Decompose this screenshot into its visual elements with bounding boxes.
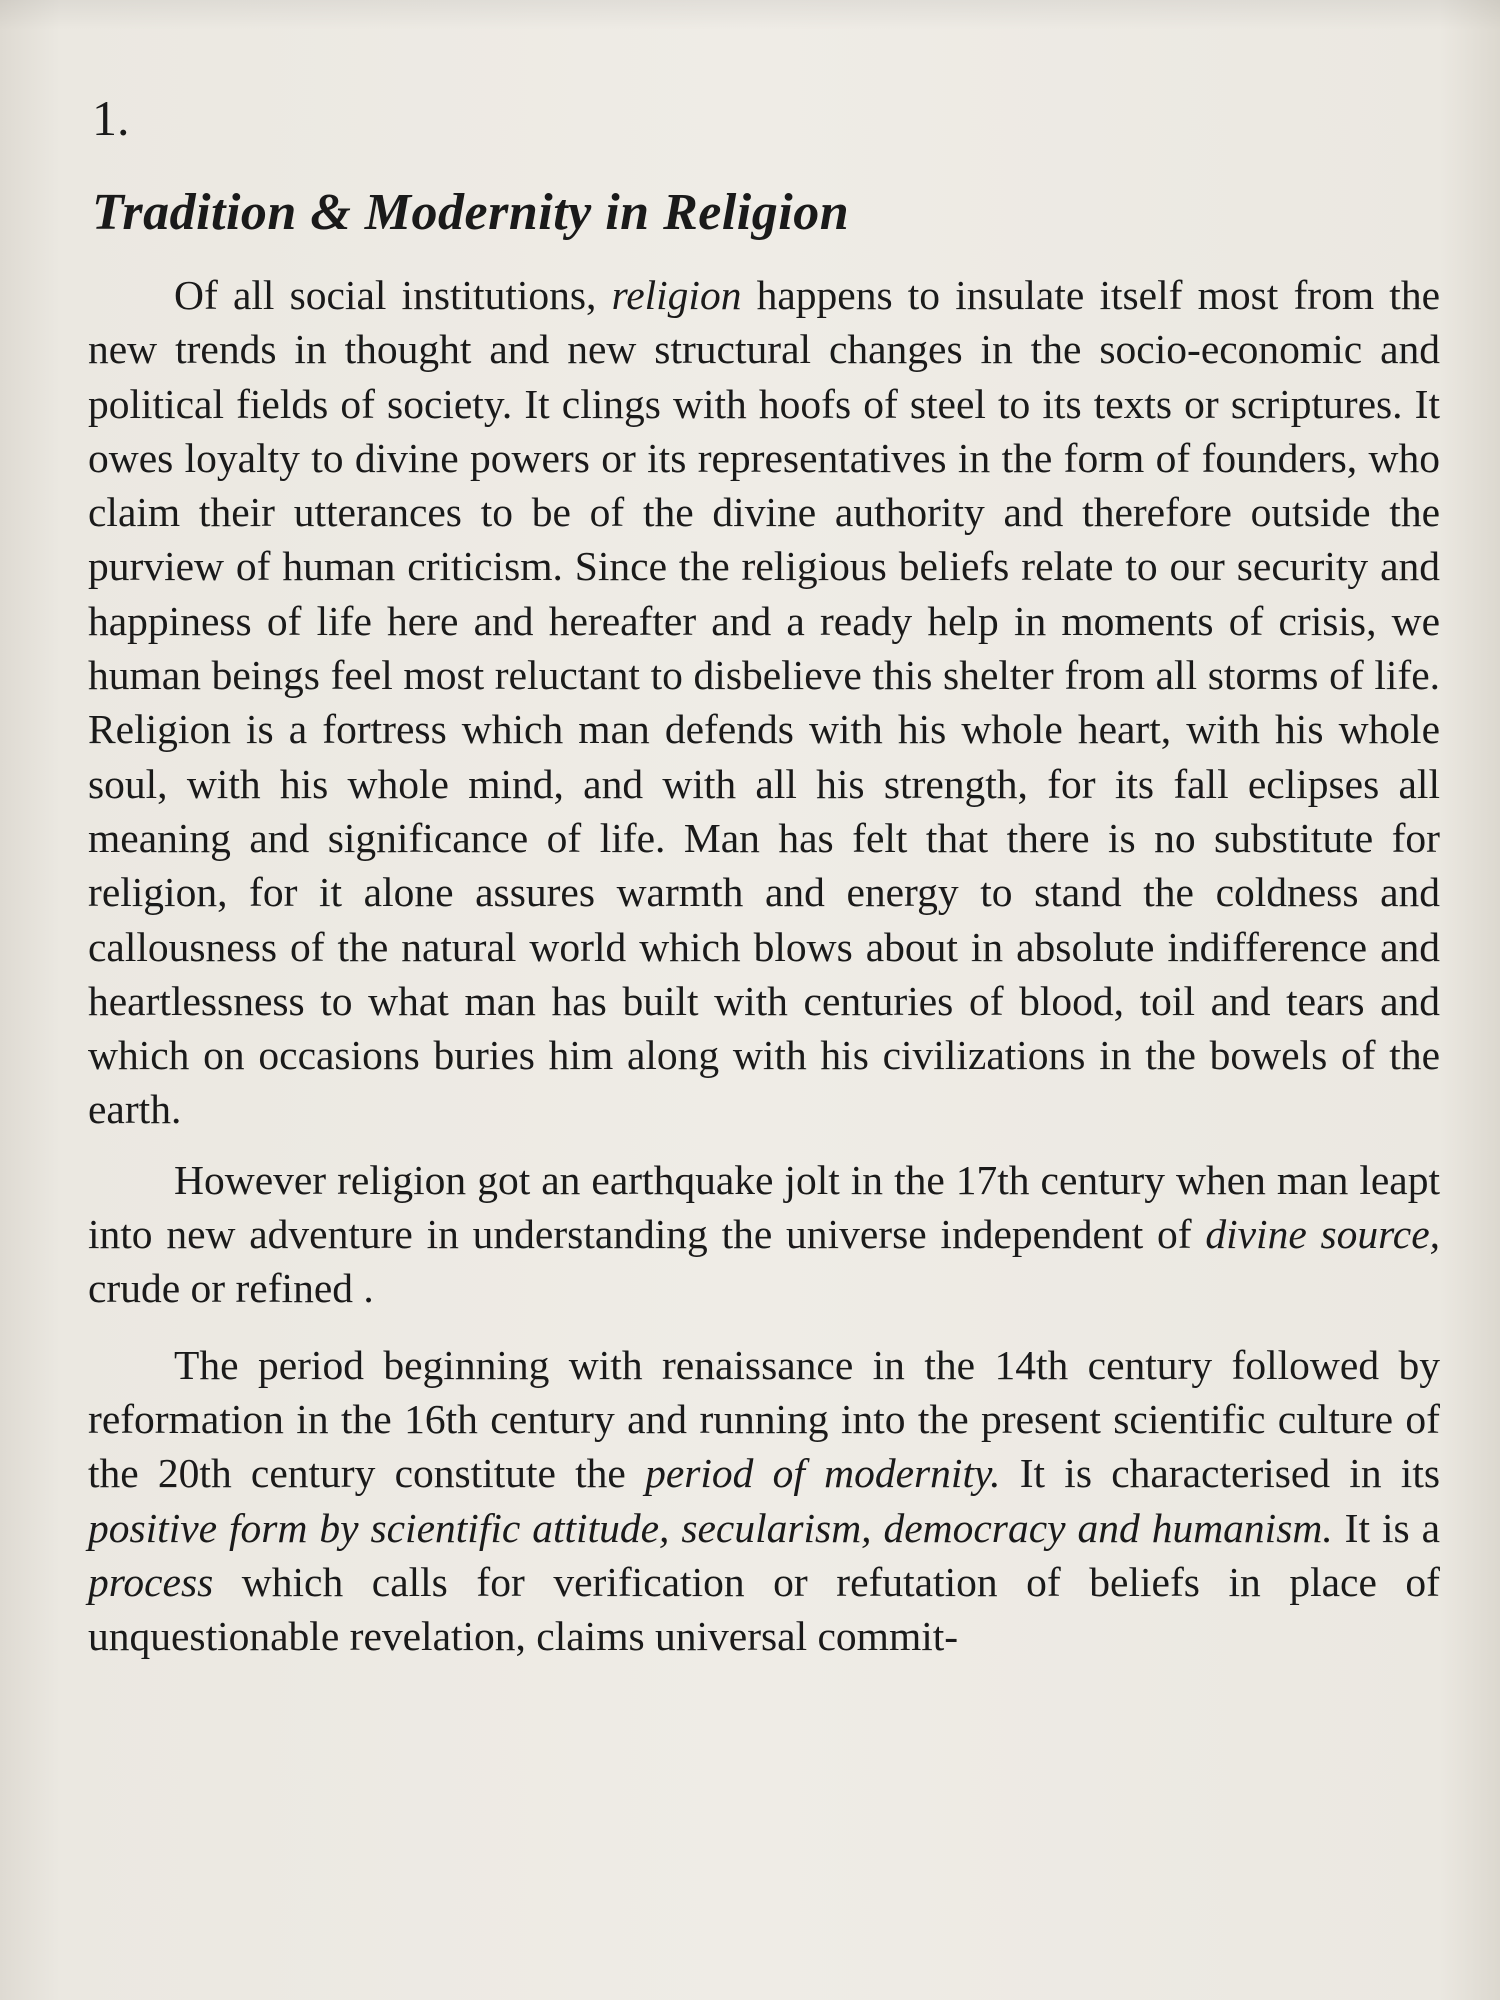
italic-text-run: divine source, [1205, 1211, 1441, 1258]
paragraph-1 [88, 268, 1440, 1137]
text-run: Of all social institutions, [174, 272, 612, 318]
italic-text-run: process [88, 1558, 214, 1605]
chapter-title: Tradition & Modernity in Religion [92, 184, 850, 241]
text-run: It is a [1332, 1504, 1440, 1551]
paragraph-2 [88, 1153, 1440, 1316]
italic-text-run: period of modernity. [645, 1450, 1001, 1497]
text-run: crude or refined . [88, 1265, 374, 1312]
text-run: However religion got an earthquake jolt in the 17th century when man leapt into new adventure in understanding the universe independent of [88, 1156, 1440, 1258]
text-run: The period beginning with renaissance in the 14th century followed by reformation in the 16th century and running into the present scientific culture of the 20th century constitute the [88, 1341, 1440, 1497]
italic-text-run: positive form by scientific attitude, secularism, democracy and humanism. [88, 1504, 1333, 1551]
text-run: It is characterised in its [1000, 1450, 1440, 1497]
text-run: which calls for verification or refutation of beliefs in place of unquestionable revelation, claims universal commit- [88, 1558, 1440, 1660]
chapter-number: 1. [92, 90, 130, 146]
italic-text-run: religion [611, 272, 742, 318]
paragraph-3 [88, 1338, 1440, 1664]
page-top-shadow [0, 0, 1500, 30]
text-run: happens to insulate itself most from the new trends in thought and new structural changes in the socio-economic and political fields of society. It clings with hoofs of steel to its texts or scriptures. It owes loyalty to divine powers or its representatives in the form of founders, who claim their utterances to be of the divine authority and therefore outside the purview of human criticism. Since the religious beliefs relate to our security and happiness of life here and hereafter and a ready help in moments of crisis, we human beings feel most reluctant to disbelieve this shelter from all storms of life. Religion is a fortress which man defends with his whole heart, with his whole soul, with his whole mind, and with all his strength, for its fall eclipses all meaning and significance of life. Man has felt that there is no substitute for religion, for it alone assures warmth and energy to stand the coldness and callousness of the natural world which blows about in absolute indifference and heartlessness to what man has built with centuries of blood, toil and tears and which on occasions buries him along with his civilizations in the bowels of the earth. [88, 272, 1440, 1133]
body-text [88, 268, 1440, 1663]
